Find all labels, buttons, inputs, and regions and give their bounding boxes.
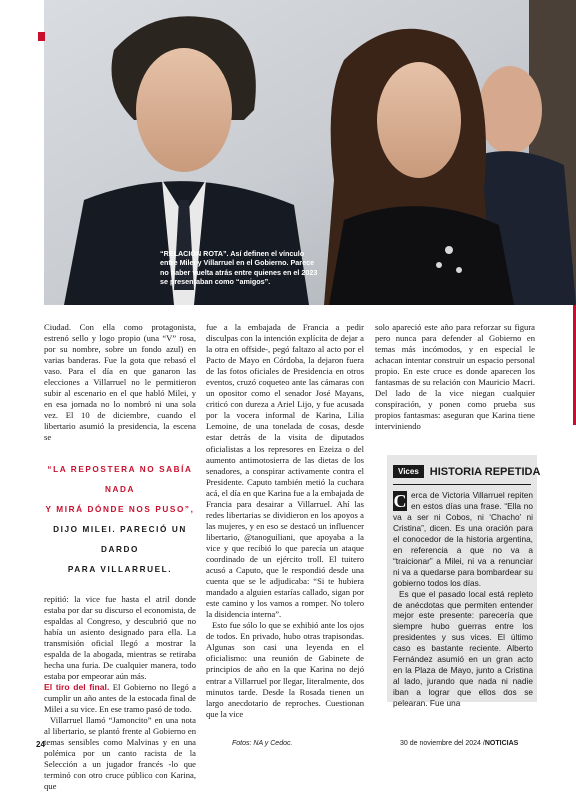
sidebar-text <box>393 490 533 709</box>
photo-credits: Fotos: NA y Cedoc. <box>232 740 293 747</box>
article-column-2 <box>206 322 364 720</box>
sidebar-title: HISTORIA REPETIDA <box>429 465 541 478</box>
paragraph: erca de Victoria Villarruel repiten en estos días una frase. “Ella no va a ser ni Cobos, ni ‘Chacho’ ni Cristina”, dicen. Es una oración para el conocedor de la historia argentina, en referencia a que no va a “traicionar” a Milei, ni va a renunciar ni va a quedarse para bombardear su gobierno todos los días. <box>393 490 533 588</box>
page-number: 24 <box>36 740 45 749</box>
sidebar-divider <box>393 484 531 485</box>
pull-quote-line: PARA VILLARRUEL. <box>67 564 173 574</box>
pull-quote-line: “LA REPOSTERA NO SABÍA NADA <box>47 464 193 494</box>
sidebar-header <box>393 464 540 479</box>
pull-quote <box>44 460 196 580</box>
caption-highlight: “RELACIÓN ROTA”. <box>160 249 229 258</box>
magazine-name: NOTICIAS <box>484 740 519 747</box>
paragraph: Es que el pasado local está repleto de anécdotas que permiten entender mejor este presente: parecería que siempre hubo guerras entre los presidentes y sus vices. El último caso es bastante reciente. Alberto Fernández asumió en un gran acto en la Plaza de Mayo, junto a Cristina al lado, jurando que nada ni nadie iban a lograr que ellos dos se pelearan. Fue una <box>393 588 533 709</box>
article-column-3 <box>375 322 535 432</box>
paragraph: repitió: la vice fue hasta el atril donde estaba por dar su discurso el economista, de espaldas al Congreso, y descubrió que no había un asiento designado para ella. La transmisión oficial llegó a mostrar la espalda de la abogada, mientras se retiraba hecha una furia. De cualquier manera, todo estaba por empeorar aún más. <box>44 593 196 681</box>
caption-text: Así definen el vínculo entre Milei y Villarruel en el Gobierno. Parece no haber vuelta atrás entre quienes en el 2023 se presentaban como “amigos”. <box>160 249 318 287</box>
article-column-1 <box>44 322 196 792</box>
dateline <box>400 740 518 747</box>
paragraph: fue a la embajada de Francia a pedir disculpas con la intención explícita de dejar a la otra en offside-, pegó faltazo al acto por el Pacto de Mayo en Córdoba, la dejaron fuera de las fotos oficiales de Presidencia en otros eventos, cruzó coqueteo ante las cámaras con un opositor como el senador José Mayans, criticó con dureza a Ariel Lijo, y fue acusada por la vocera informal de Karina, Lilia Lemoine, de una tonelada de cosas, desde estar detrás de la visita de diputados oficialistas a los represores en Ezeiza o del aumento antimotosierra de las dietas de los senadores, a conspirar activamente contra el Presidente. Caputo también metió la cuchara acá, el día en que Karina fue a la embajada de Francia para desairar a Villarruel. Ahí las redes libertarias se dividieron en los apoyos a las mujeres, y en eso se destacó un influencer libertario, @tanoguiliani, que apoyaba a la vice y que recibió lo que parecía un ataque coordinado de un ejército troll. El tuitero acusó a Caputo, que le respondió desde una cuenta que se le adjudicaba: “Si te hubiera mandado a alguien estarías callado, sigan por este camino y los vamos a romper. No tolero la disidencia interna”. <box>206 322 364 620</box>
pull-quote-line: DIJO MILEI. PARECIÓ UN DARDO <box>53 524 187 554</box>
paragraph: Villarruel llamó “Jamoncito” en una nota al libertario, se plantó frente al Gobierno en temas sensibles como Malvinas y en una polémica por un canto racista de la Selección a un jugador francés -lo que terminó con otro cruce público con Karina, que <box>44 715 196 792</box>
subheading: El tiro del final. <box>44 681 110 692</box>
pull-quote-line: Y MIRÁ DÓNDE NOS PUSO”, <box>45 504 195 514</box>
sidebar-kicker: Vices <box>393 465 424 478</box>
page-marker-tab <box>38 32 45 41</box>
photo-caption <box>160 249 320 287</box>
paragraph: Ciudad. Con ella como protagonista, estrenó sello y logo propio (una “V” rosa, por su nombre, sobre un fondo azul) en varias banderas. Fue la gota que rebasó el vaso. Para el día en que ganaron las elecciones a Villarruel no le permitieron subir al escenario en el que habló Milei, y en esa jornada no lo nombró ni una sola vez. El 10 de diciembre, cuando el libertario asumió la presidencia, la escena se <box>44 322 196 443</box>
paragraph: Esto fue sólo lo que se exhibió ante los ojos de todos. En privado, hubo otras trapisondas. Algunas son casi una leyenda en el oficialismo: una reunión de Gabinete de principios de año en la que Karina no dejó entrar a Villarruel por llegar, literalmente, dos minutos tarde. Desde la Rosada tienen un largo anecdotario de reproches. Cuestionan que la vice <box>206 620 364 719</box>
drop-cap: C <box>393 491 407 511</box>
paragraph <box>44 682 196 715</box>
paragraph-text: El Gobierno no llegó a cumplir un año antes de la estocada final de Milei a su vice. En ese tramo pasó de todo. <box>44 681 196 714</box>
paragraph: solo apareció este año para reforzar su figura pero nunca para defender al Gobierno en temas más incómodos, y en especial le achacan intentar construir un espacio personal propio. En este cruce es donde aparecen los fantasmas de su relación con Mauricio Macri. Del lado de la vice niegan cualquier conspiración, y ponen como prueba sus propios fantasmas: aseguran que Karina tiene interviniendo <box>375 322 535 432</box>
issue-date: 30 de noviembre del 2024 / <box>400 740 485 747</box>
